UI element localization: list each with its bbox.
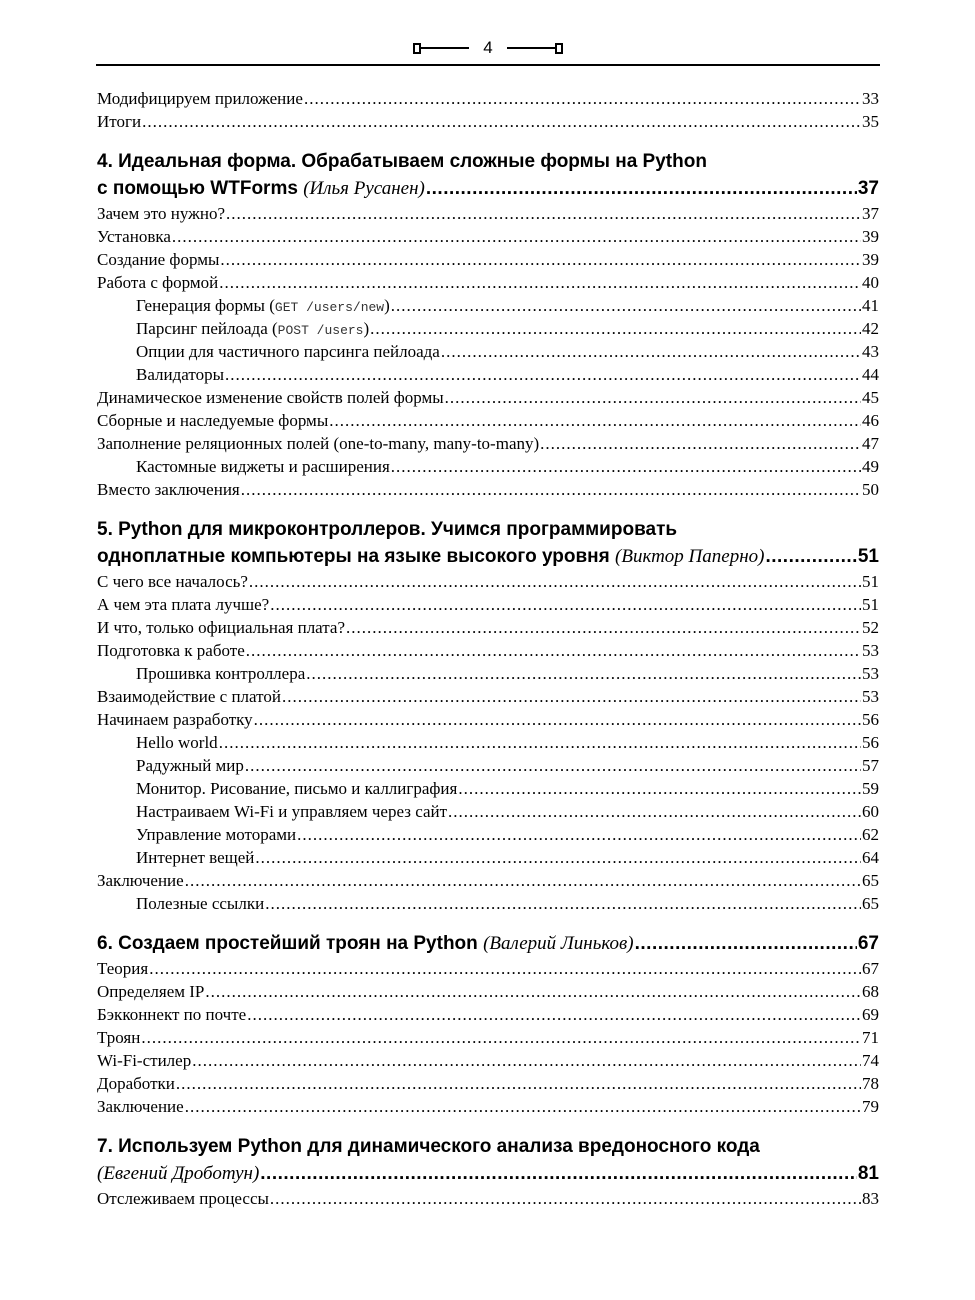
toc-entry[interactable]: Модифицируем приложение ..... 33 bbox=[97, 87, 879, 110]
toc-entry[interactable]: Wi-Fi-стилер ..... 74 bbox=[97, 1049, 879, 1072]
toc-entry[interactable]: Начинаем разработку ..... 56 bbox=[97, 708, 879, 731]
toc-subentry[interactable]: Валидаторы ..... 44 bbox=[97, 363, 879, 386]
chapter-title-line[interactable]: с помощью WTForms (Илья Русанен) ..... 37 bbox=[97, 175, 879, 202]
toc-subentry[interactable]: Монитор. Рисование, письмо и каллиграфия ..... 59 bbox=[97, 777, 879, 800]
header-right-box bbox=[555, 43, 563, 54]
toc-entry[interactable]: Сборные и наследуемые формы ..... 46 bbox=[97, 409, 879, 432]
toc-subentry[interactable]: Кастомные виджеты и расширения ..... 49 bbox=[97, 455, 879, 478]
toc-entry[interactable]: Динамическое изменение свойств полей формы ..... 45 bbox=[97, 386, 879, 409]
toc-entry[interactable]: Отслеживаем процессы ..... 83 bbox=[97, 1187, 879, 1210]
chapter-title[interactable]: 4. Идеальная форма. Обрабатываем сложные формы на Python bbox=[97, 151, 707, 172]
chapter-title-line[interactable]: 6. Создаем простейший троян на Python (Валерий Линьков) ..... 67 bbox=[97, 930, 879, 957]
table-of-contents bbox=[97, 87, 879, 1210]
toc-entry[interactable]: Доработки ..... 78 bbox=[97, 1072, 879, 1095]
chapter-page: 37 bbox=[857, 178, 879, 199]
toc-entry[interactable]: Заключение ..... 79 bbox=[97, 1095, 879, 1118]
toc-subentry[interactable]: Hello world ..... 56 bbox=[97, 731, 879, 754]
toc-entry[interactable]: С чего все началось? ..... 51 bbox=[97, 570, 879, 593]
toc-subentry[interactable]: Интернет вещей ..... 64 bbox=[97, 846, 879, 869]
toc-entry[interactable]: Определяем IP ..... 68 bbox=[97, 980, 879, 1003]
chapter-author: (Илья Русанен) bbox=[303, 178, 425, 199]
chapter-4 bbox=[97, 148, 879, 501]
toc-subentry[interactable]: Прошивка контроллера ..... 53 bbox=[97, 662, 879, 685]
header-left-line bbox=[421, 47, 469, 49]
chapter-author: (Валерий Линьков) bbox=[483, 933, 634, 954]
header-right-line bbox=[507, 47, 555, 49]
chapter-page: 67 bbox=[857, 933, 879, 954]
chapter-title[interactable]: 7. Используем Python для динамического анализа вредоносного кода bbox=[97, 1136, 760, 1157]
toc-entry[interactable]: Создание формы ..... 39 bbox=[97, 248, 879, 271]
chapter-title-line[interactable]: одноплатные компьютеры на языке высокого уровня (Виктор Паперно) ..... 51 bbox=[97, 543, 879, 570]
toc-subentry[interactable]: Радужный мир ..... 57 bbox=[97, 754, 879, 777]
header-left-box bbox=[413, 43, 421, 54]
chapter-author: (Виктор Паперно) bbox=[615, 546, 765, 567]
code-snippet: POST /users bbox=[277, 323, 364, 338]
toc-subentry[interactable]: Опции для частичного парсинга пейлоада ..... 43 bbox=[97, 340, 879, 363]
chapter-6 bbox=[97, 930, 879, 1118]
chapter-page: 81 bbox=[857, 1163, 879, 1184]
chapter-5 bbox=[97, 516, 879, 915]
toc-subentry[interactable]: Управление моторами ..... 62 bbox=[97, 823, 879, 846]
toc-entry[interactable]: Зачем это нужно? ..... 37 bbox=[97, 202, 879, 225]
code-snippet: GET /users/new bbox=[274, 300, 385, 315]
toc-subentry[interactable]: Парсинг пейлоада (POST /users) ..... 42 bbox=[97, 317, 879, 340]
toc-entry[interactable]: Теория ..... 67 bbox=[97, 957, 879, 980]
toc-entry[interactable]: Установка ..... 39 bbox=[97, 225, 879, 248]
toc-entry[interactable]: И что, только официальная плата? ..... 52 bbox=[97, 616, 879, 639]
chapter-title-line[interactable] bbox=[97, 1160, 879, 1187]
running-header bbox=[96, 36, 880, 66]
chapter-7 bbox=[97, 1133, 879, 1210]
toc-subentry[interactable]: Генерация формы (GET /users/new) ..... 41 bbox=[97, 294, 879, 317]
toc-entry[interactable]: Заполнение реляционных полей (one-to-many, many-to-many) ..... 47 bbox=[97, 432, 879, 455]
toc-subentry[interactable]: Настраиваем Wi-Fi и управляем через сайт ..... 60 bbox=[97, 800, 879, 823]
page-number: 4 bbox=[483, 38, 493, 57]
toc-entry[interactable]: Итоги ..... 35 bbox=[97, 110, 879, 133]
toc-entry[interactable]: Заключение ..... 65 bbox=[97, 869, 879, 892]
toc-entry[interactable]: Вместо заключения ..... 50 bbox=[97, 478, 879, 501]
chapter-page: 51 bbox=[857, 546, 879, 567]
toc-entry[interactable]: А чем эта плата лучше? ..... 51 bbox=[97, 593, 879, 616]
header-rule bbox=[96, 64, 880, 66]
toc-entry[interactable]: Работа с формой ..... 40 bbox=[97, 271, 879, 294]
chapter-title[interactable]: 5. Python для микроконтроллеров. Учимся программировать bbox=[97, 519, 678, 540]
toc-subentry[interactable]: Полезные ссылки ..... 65 bbox=[97, 892, 879, 915]
toc-entry[interactable]: Подготовка к работе ..... 53 bbox=[97, 639, 879, 662]
chapter-author: (Евгений Дроботун) bbox=[97, 1163, 260, 1184]
toc-entry[interactable]: Бэкконнект по почте ..... 69 bbox=[97, 1003, 879, 1026]
toc-entry[interactable]: Взаимодействие с платой ..... 53 bbox=[97, 685, 879, 708]
toc-entry[interactable]: Троян ..... 71 bbox=[97, 1026, 879, 1049]
